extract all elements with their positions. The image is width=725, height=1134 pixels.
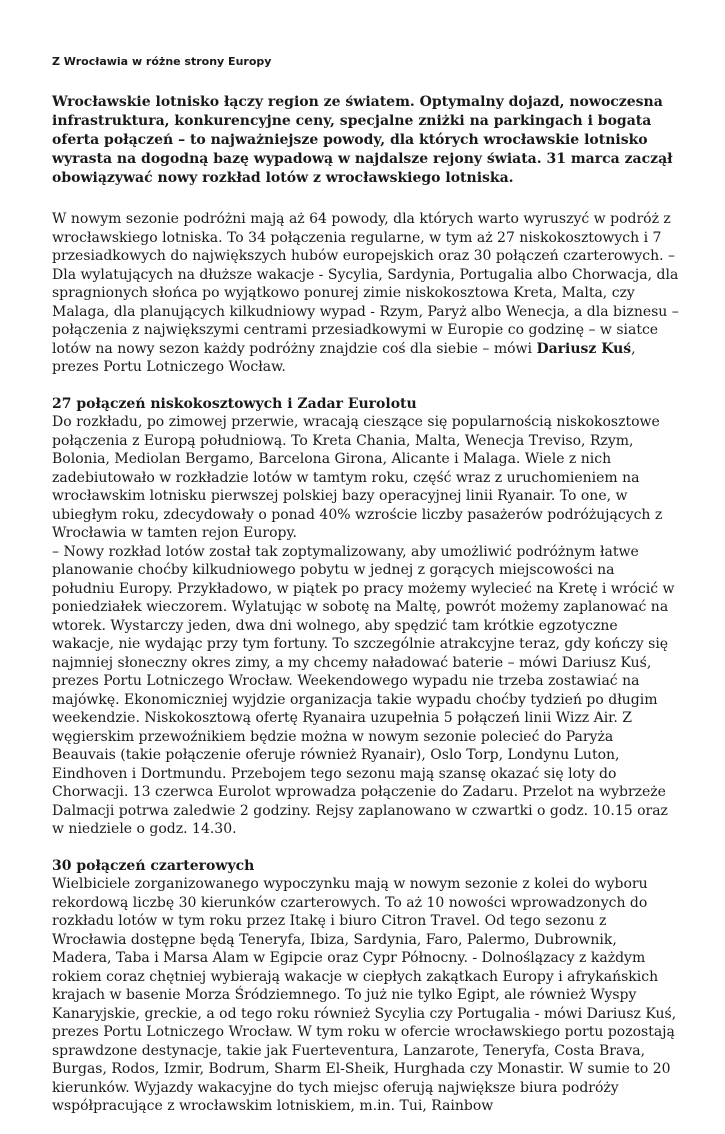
section-lowcost-paragraph-1: Do rozkładu, po zimowej przerwie, wracają cieszące się popularnością niskokosztowe połączenia z Europą południową. To Kreta Chania, Malta, Wenecja Treviso, Rzym, Bolonia, Mediolan Bergamo, Barcelona Girona, Alicante i Malaga. Wiele z nich zadebiutowało w rozkładzie lotów w tamtym roku, część wraz z uruchomieniem na wrocławskim lotnisku pierwszej polskiej bazy operacyjnej linii Ryanair. To one, w ubiegłym roku, zdecydowały o ponad 40% wzroście liczby pasażerów podróżujących z Wrocławia w tamten rejon Europy. — [52, 414, 663, 541]
section-lowcost — [52, 395, 680, 839]
intro-text-after: , prezes Portu Lotniczego Wocław. — [52, 340, 636, 375]
section-lowcost-paragraph-2: – Nowy rozkład lotów został tak zoptymalizowany, aby umożliwić podróżnym łatwe planowanie choćby kilkudniowego pobytu w jednej z gorących miejscowości na południu Europy. Przykładowo, w piątek po pracy możemy wylecieć na Kretę i wrócić w poniedziałek wieczorem. Wylatując w sobotę na Maltę, powrót możemy zaplanować na wtorek. Wystarczy jeden, dwa dni wolnego, aby spędzić tam krótkie egzotyczne wakacje, nie wydając przy tym fortuny. To szczególnie atrakcyjne teraz, gdy kończy się najmniej słoneczny okres zimy, a my chcemy naładować baterie – mówi Dariusz Kuś, prezes Portu Lotniczego Wrocław. Weekendowego wypadu nie trzeba zostawiać na majówkę. Ekonomiczniej wyjdzie organizacja takie wypadu choćby tydzień po długim weekendzie. Niskokosztową ofertę Ryanaira uzupełnia 5 połączeń linii Wizz Air. Z węgierskim przewoźnikiem będzie można w nowym sezonie polecieć do Paryża Beauvais (takie połączenie oferuje również Ryanair), Oslo Torp, Londynu Luton, Eindhoven i Dortmundu. Przebojem tego sezonu mają szansę okazać się loty do Chorwacji. 13 czerwca Eurolot wprowadza połączenie do Zadaru. Przelot na wybrzeże Dalmacji potrwa zaledwie 2 godziny. Rejsy zaplanowano w czwartki o godz. 10.15 oraz w niedziele o godz. 14.30. — [52, 543, 675, 837]
lead-paragraph: Wrocławskie lotnisko łączy region ze światem. Optymalny dojazd, nowoczesna infrastruktura, konkurencyjne ceny, specjalne zniżki na parkingach i bogata oferta połączeń – to najważniejsze powody, dla których wrocławskie lotnisko wyrasta na dogodną bazę wypadową w najdalsze rejony świata. 31 marca zaczął obowiązywać nowy rozkład lotów z wrocławskiego lotniska. — [52, 94, 673, 186]
document-title: Z Wrocławia w różne strony Europy — [52, 55, 272, 68]
section-charter — [52, 857, 680, 1116]
intro-paragraph — [52, 210, 680, 377]
document-page — [52, 55, 680, 1134]
section-heading-lowcost: 27 połączeń niskokosztowych i Zadar Eurolotu — [52, 395, 417, 412]
speaker-name: Dariusz Kuś — [536, 340, 632, 357]
section-heading-charter: 30 połączeń czarterowych — [52, 857, 255, 874]
intro-text-before: W nowym sezonie podróżni mają aż 64 powody, dla których warto wyruszyć w podróż z wrocławskiego lotniska. To 34 połączenia regularne, w tym aż 27 niskokosztowych i 7 przesiadkowych do największych hubów europejskich oraz 30 połączeń czarterowych. – Dla wylatujących na dłuższe wakacje - Sycylia, Sardynia, Portugalia albo Chorwacja, dla spragnionych słońca po wyjątkowo ponurej zimie niskokosztowa Kreta, Malta, czy Malaga, dla planujących kilkudniowy wypad - Rzym, Paryż albo Wenecja, a dla biznesu – połączenia z największymi centrami przesiadkowymi w Europie co godzinę – w siatce lotów na nowy sezon każdy podróżny znajdzie coś dla siebie – mówi — [52, 211, 679, 357]
section-charter-paragraph-1: Wielbiciele zorganizowanego wypoczynku mają w nowym sezonie z kolei do wyboru rekordową liczbę 30 kierunków czarterowych. To aż 10 nowości wprowadzonych do rozkładu lotów w tym roku przez Itakę i biuro Citron Travel. Od tego sezonu z Wrocławia dostępne będą Teneryfa, Ibiza, Sardynia, Faro, Palermo, Dubrownik, Madera, Taba i Marsa Alam w Egipcie oraz Cypr Północny. - Dolnoślązacy z każdym rokiem coraz chętniej wybierają wakacje w ciepłych zakątkach Europy i afrykańskich krajach w basenie Morza Śródziemnego. To już nie tylko Egipt, ale również Wyspy Kanaryjskie, greckie, a od tego roku również Sycylia czy Portugalia - mówi Dariusz Kuś, prezes Portu Lotniczego Wrocław. W tym roku w ofercie wrocławskiego portu pozostają sprawdzone destynacje, takie jak Fuerteventura, Lanzarote, Teneryfa, Costa Brava, Burgas, Rodos, Izmir, Bodrum, Sharm El-Sheik, Hurghada czy Monastir. W sumie to 20 kierunków. Wyjazdy wakacyjne do tych miejsc oferują największe biura podróży współpracujące z wrocławskim lotniskiem, m.in. Tui, Rainbow — [52, 876, 677, 1114]
